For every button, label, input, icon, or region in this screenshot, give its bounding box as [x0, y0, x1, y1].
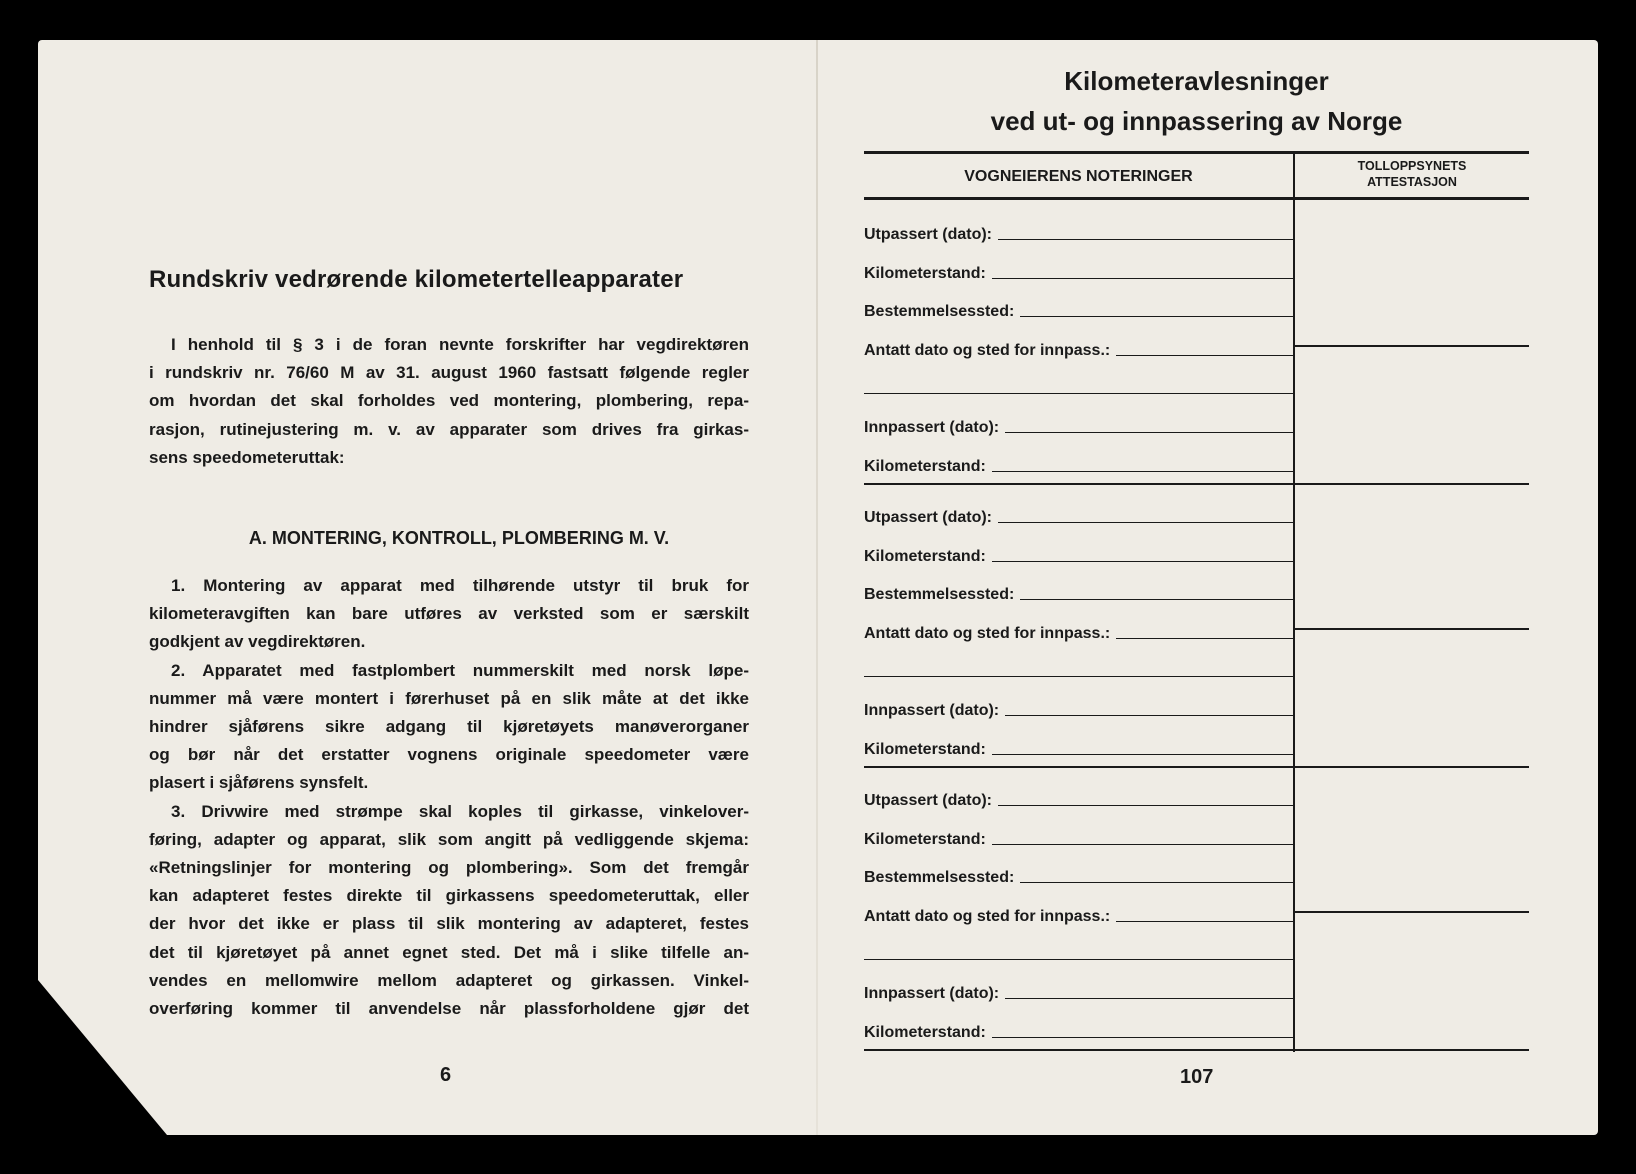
form-title-line2: ved ut- og innpassering av Norge [990, 106, 1403, 136]
attestation-line [1295, 345, 1529, 347]
field-input-line[interactable] [1005, 998, 1293, 999]
numbered-item [149, 572, 749, 657]
form-row [864, 336, 1293, 360]
field-label: Bestemmelsessted: [864, 586, 1015, 604]
paragraph-line: I henhold til § 3 i de foran nevnte forskrifter har vegdirektøren [171, 335, 749, 354]
form-row [864, 220, 1293, 244]
field-label: Utpassert (dato): [864, 509, 993, 526]
field-input-line[interactable] [1116, 638, 1293, 639]
field-label: Kilometerstand: [864, 547, 986, 565]
field-input-line[interactable] [1020, 599, 1293, 600]
field-input-line[interactable] [1005, 432, 1293, 433]
paragraph-line: om hvordan det skal forholdes ved montering, plombering, repa- [149, 391, 749, 411]
field-label: Kilometerstand: [864, 740, 986, 758]
item-line: godkjent av vegdirektøren. [149, 632, 366, 652]
field-label: Innpassert (dato): [864, 702, 1000, 719]
item-line: føring, adapter og apparat, slik som angitt på vedliggende skjema: [149, 829, 749, 849]
item-line: kan adapteret festes direkte til girkassens speedometeruttak, eller [149, 886, 749, 906]
form-row [864, 413, 1293, 437]
field-input-line[interactable] [992, 754, 1293, 755]
form-row [864, 940, 1293, 964]
attestation-line [1295, 911, 1529, 913]
field-input-line[interactable] [992, 471, 1293, 472]
field-input-line[interactable] [864, 393, 1293, 394]
right-page-number: 107 [1180, 1066, 1214, 1088]
form-row [864, 374, 1293, 398]
field-input-line[interactable] [998, 522, 1293, 523]
form-row [864, 696, 1293, 720]
form-row [864, 452, 1293, 476]
item-line: 2. Apparatet med fastplombert nummerskilt med norsk løpe- [171, 660, 749, 680]
field-input-line[interactable] [1020, 882, 1293, 883]
field-input-line[interactable] [1005, 715, 1293, 716]
owner-notes-header: VOGNEIERENS NOTERINGER [964, 168, 1193, 185]
item-line: kilometeravgiften kan bare utføres av verksted som er særskilt [149, 604, 749, 624]
form-row [864, 735, 1293, 759]
left-page-number: 6 [440, 1064, 452, 1086]
field-input-line[interactable] [998, 805, 1293, 806]
paragraph-line: rasjon, rutinejustering m. v. av apparater som drives fra girkas- [149, 419, 749, 439]
field-input-line[interactable] [992, 561, 1293, 562]
left-page-title: Rundskriv vedrørende kilometertelleapparater [149, 266, 684, 293]
field-label: Utpassert (dato): [864, 792, 993, 809]
form-row [864, 297, 1293, 321]
item-line: «Retningslinjer for montering og plombering». Som det fremgår [149, 858, 749, 878]
reading-block-2 [864, 483, 1529, 766]
form-row [864, 1018, 1293, 1042]
form-row [864, 786, 1293, 810]
form-row [864, 657, 1293, 681]
attestation-line [1295, 628, 1529, 630]
item-line: overføring kommer til anvendelse når plassforholdene gjør det [149, 999, 749, 1019]
item-line: 1. Montering av apparat med tilhørende utstyr til bruk for [171, 576, 749, 595]
paragraph-line: sens speedometeruttak: [149, 447, 345, 467]
form-row [864, 902, 1293, 926]
customs-header-line2: ATTESTASJON [1367, 175, 1457, 189]
header-top-rule [864, 151, 1529, 154]
field-input-line[interactable] [864, 676, 1293, 677]
field-input-line[interactable] [992, 844, 1293, 845]
reading-block-1 [864, 200, 1529, 483]
item-line: nummer må være montert i førerhuset på en slik måte at det ikke [149, 688, 749, 708]
form-row [864, 979, 1293, 1003]
page-fold [816, 40, 818, 1135]
field-input-line[interactable] [992, 1037, 1293, 1038]
field-label: Innpassert (dato): [864, 985, 1000, 1002]
form-row [864, 863, 1293, 887]
field-input-line[interactable] [998, 239, 1293, 240]
field-label: Antatt dato og sted for innpass.: [864, 624, 1111, 642]
item-line: der hvor det ikke er plass til slik montering av adapteret, festes [149, 914, 749, 934]
numbered-item [149, 657, 749, 798]
field-label: Kilometerstand: [864, 457, 986, 475]
field-input-line[interactable] [1116, 921, 1293, 922]
field-label: Kilometerstand: [864, 1023, 986, 1041]
field-label: Bestemmelsessted: [864, 869, 1015, 887]
form-row [864, 503, 1293, 527]
field-label: Antatt dato og sted for innpass.: [864, 907, 1111, 925]
form-row [864, 619, 1293, 643]
paragraph-line: i rundskriv nr. 76/60 M av 31. august 1960 fastsatt følgende regler [149, 363, 749, 383]
customs-header-line1: TOLLOPPSYNETS [1357, 159, 1467, 173]
section-heading: A. MONTERING, KONTROLL, PLOMBERING M. V. [248, 528, 670, 548]
item-line: 3. Drivwire med strømpe skal koples til girkasse, vinkelover- [171, 801, 749, 821]
field-label: Kilometerstand: [864, 830, 986, 848]
field-label: Antatt dato og sted for innpass.: [864, 341, 1111, 359]
form-row [864, 542, 1293, 566]
block-bottom-rule [864, 1049, 1529, 1051]
customs-attestation-header [1295, 158, 1529, 190]
item-line: vendes en mellomwire mellom adapteret og girkassen. Vinkel- [149, 970, 749, 990]
field-input-line[interactable] [1020, 316, 1293, 317]
field-input-line[interactable] [992, 278, 1293, 279]
numbered-item [149, 798, 749, 1024]
item-line: hindrer sjåførens sikre adgang til kjøretøyets manøverorganer [149, 717, 749, 737]
numbered-items [149, 572, 749, 1023]
field-input-line[interactable] [1116, 355, 1293, 356]
item-line: det til kjøretøyet på annet egnet sted. Det må i slike tilfelle an- [149, 942, 749, 962]
item-line: og bør når det erstatter vognens originale speedometer være [149, 745, 749, 765]
form-row [864, 825, 1293, 849]
form-title-line1: Kilometeravlesninger [1064, 66, 1329, 96]
field-label: Bestemmelsessted: [864, 303, 1015, 321]
reading-block-3 [864, 766, 1529, 1049]
field-label: Innpassert (dato): [864, 419, 1000, 436]
field-label: Utpassert (dato): [864, 226, 993, 243]
item-line: plasert i sjåførens synsfelt. [149, 773, 369, 793]
form-row [864, 259, 1293, 283]
intro-paragraph [149, 331, 749, 472]
field-label: Kilometerstand: [864, 264, 986, 282]
field-input-line[interactable] [864, 959, 1293, 960]
form-row [864, 580, 1293, 604]
